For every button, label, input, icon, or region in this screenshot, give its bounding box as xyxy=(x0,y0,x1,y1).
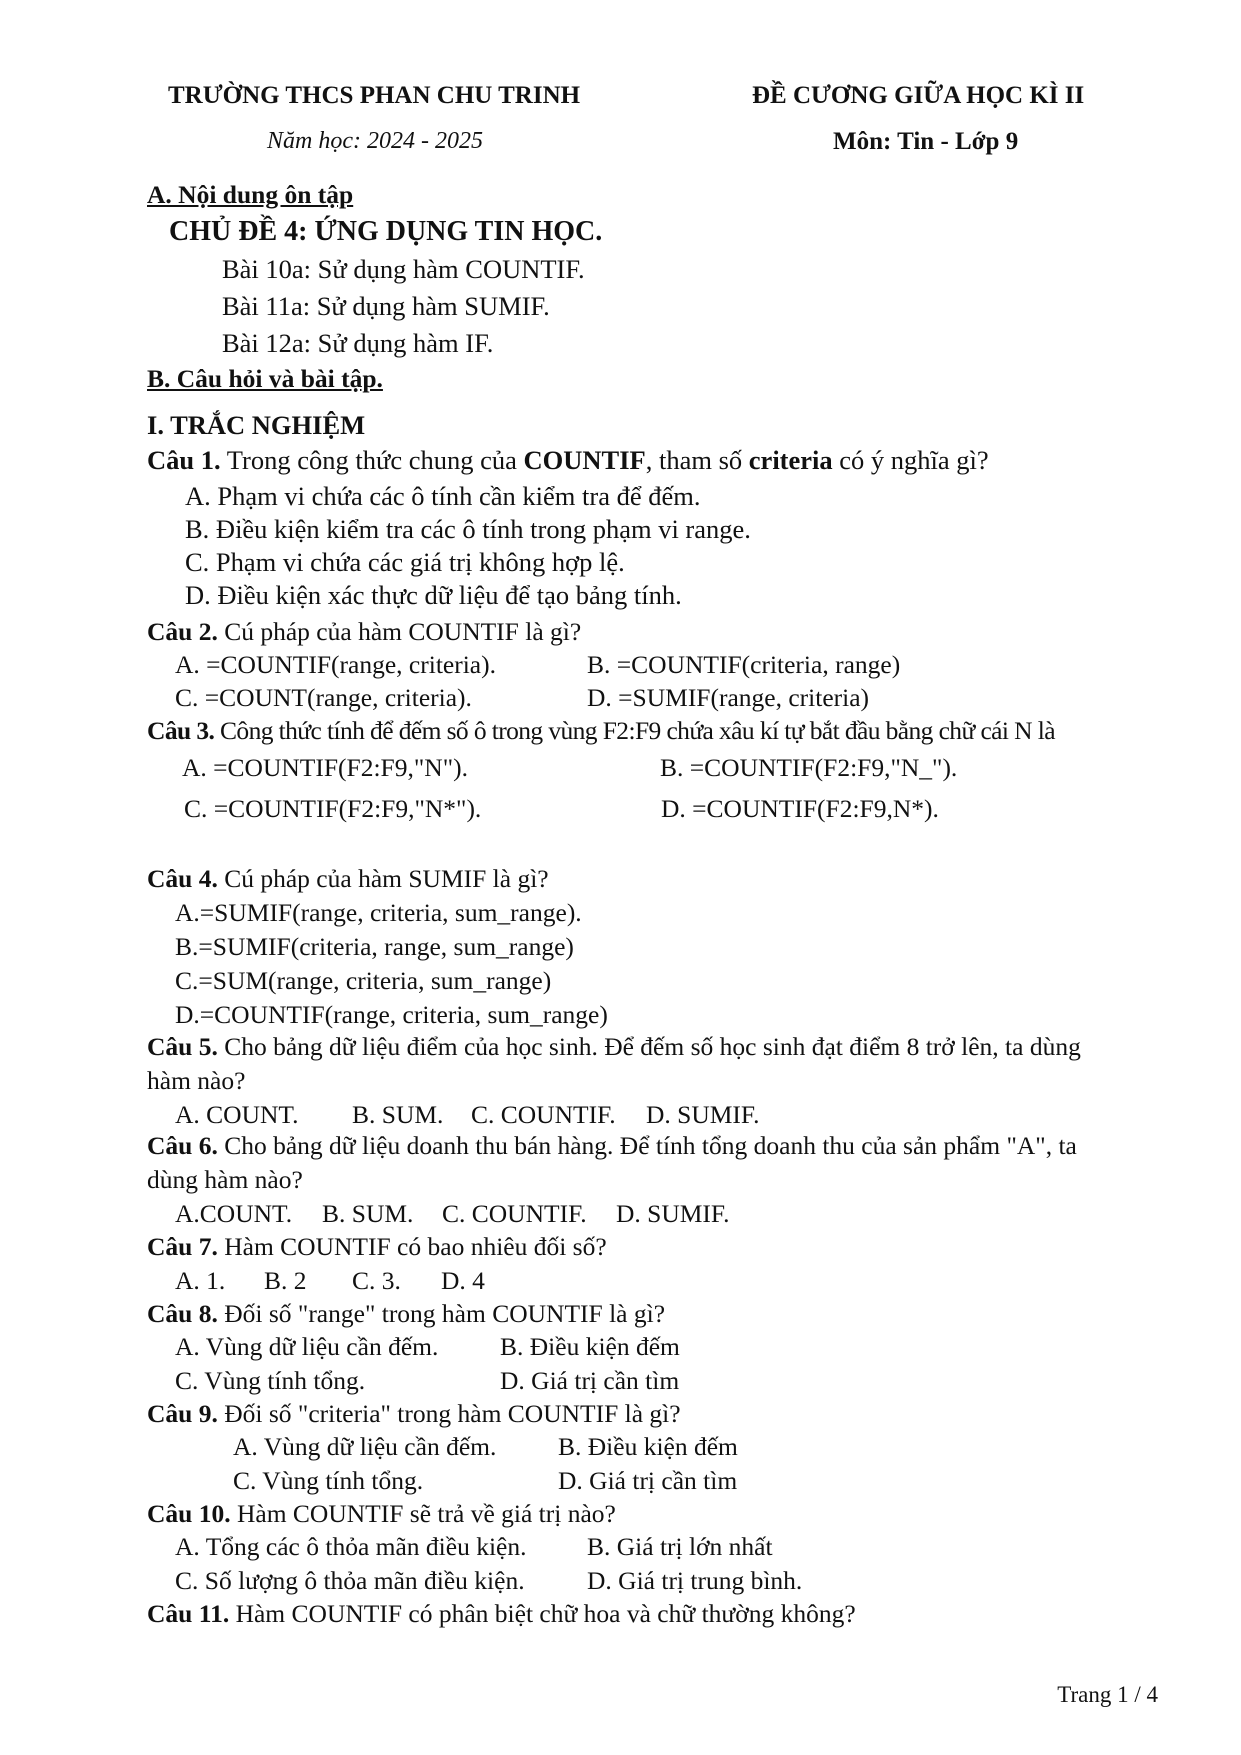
school-year: Năm học: 2024 - 2025 xyxy=(267,128,483,154)
lesson-item: Bài 11a: Sử dụng hàm SUMIF. xyxy=(222,291,550,321)
question-11 xyxy=(147,1599,856,1629)
question-text: Trong công thức chung của xyxy=(220,445,524,475)
topic-title: CHỦ ĐỀ 4: ỨNG DỤNG TIN HỌC. xyxy=(169,216,603,247)
answer-option: D. SUMIF. xyxy=(646,1100,760,1129)
answer-option: A. COUNT. xyxy=(175,1100,299,1129)
answer-option: C. Vùng tính tổng. xyxy=(233,1466,424,1495)
page-number: Trang 1 / 4 xyxy=(1057,1682,1158,1707)
answer-option: C.=SUM(range, criteria, sum_range) xyxy=(175,966,552,995)
answer-option: C. COUNTIF. xyxy=(471,1100,616,1129)
answer-option: B. Giá trị lớn nhất xyxy=(587,1532,773,1561)
question-label: Câu 4. xyxy=(147,864,218,893)
subject-grade: Môn: Tin - Lớp 9 xyxy=(833,128,1019,155)
question-text: Cho bảng dữ liệu điểm của học sinh. Để đếm số học sinh đạt điểm 8 trở lên, ta dùng xyxy=(217,1032,1081,1061)
question-text: Cho bảng dữ liệu doanh thu bán hàng. Để tính tổng doanh thu của sản phẩm "A", ta xyxy=(217,1131,1077,1160)
question-text: Cú pháp của hàm SUMIF là gì? xyxy=(217,864,549,893)
question-text-bold: COUNTIF xyxy=(523,445,646,475)
question-label: Câu 5. xyxy=(147,1032,218,1061)
section-b-heading: B. Câu hỏi và bài tập. xyxy=(147,364,383,393)
question-text: , tham số xyxy=(645,445,749,475)
answer-option: C. Phạm vi chứa các giá trị không hợp lệ. xyxy=(185,547,625,577)
question-label: Câu 10. xyxy=(147,1499,231,1528)
answer-option: B. Điều kiện kiểm tra các ô tính trong phạm vi range. xyxy=(185,514,751,544)
school-name: TRƯỜNG THCS PHAN CHU TRINH xyxy=(168,82,581,109)
answer-option: C. Số lượng ô thỏa mãn điều kiện. xyxy=(175,1566,525,1595)
question-9 xyxy=(147,1399,681,1429)
answer-option: A. 1. xyxy=(175,1266,226,1295)
answer-option: B. =COUNTIF(criteria, range) xyxy=(587,650,901,679)
question-2 xyxy=(147,617,581,647)
question-7 xyxy=(147,1232,607,1262)
lesson-item: Bài 10a: Sử dụng hàm COUNTIF. xyxy=(222,254,585,284)
document-title: ĐỀ CƯƠNG GIỮA HỌC KÌ II xyxy=(752,82,1085,109)
question-8 xyxy=(147,1299,665,1329)
question-label: Câu 6. xyxy=(147,1131,218,1160)
answer-option: D. 4 xyxy=(441,1266,485,1295)
question-label: Câu 2. xyxy=(147,617,218,646)
question-label: Câu 3. xyxy=(147,716,215,745)
answer-option: A. Tổng các ô thỏa mãn điều kiện. xyxy=(175,1532,527,1561)
answer-option: B. SUM. xyxy=(322,1199,414,1228)
answer-option: A. Phạm vi chứa các ô tính cần kiểm tra để đếm. xyxy=(185,481,701,511)
question-text: có ý nghĩa gì? xyxy=(832,445,989,475)
answer-option: B. Điều kiện đếm xyxy=(500,1332,680,1361)
answer-option: D. =COUNTIF(F2:F9,N*). xyxy=(661,794,939,823)
question-text: Hàm COUNTIF có phân biệt chữ hoa và chữ thường không? xyxy=(229,1599,856,1628)
answer-option: D. =SUMIF(range, criteria) xyxy=(587,683,870,712)
lesson-item: Bài 12a: Sử dụng hàm IF. xyxy=(222,328,494,358)
answer-option: D. SUMIF. xyxy=(616,1199,730,1228)
question-text-continued: dùng hàm nào? xyxy=(147,1165,303,1194)
question-5 xyxy=(147,1032,1081,1062)
answer-option: C. =COUNT(range, criteria). xyxy=(175,683,472,712)
question-text: Đối số "range" trong hàm COUNTIF là gì? xyxy=(217,1299,666,1328)
part-heading: I. TRẮC NGHIỆM xyxy=(147,410,366,440)
question-6 xyxy=(147,1131,1077,1161)
answer-option: A. =COUNTIF(F2:F9,"N"). xyxy=(182,753,468,782)
question-label: Câu 8. xyxy=(147,1299,218,1328)
answer-option: C. Vùng tính tổng. xyxy=(175,1366,366,1395)
answer-option: B. =COUNTIF(F2:F9,"N_"). xyxy=(660,753,958,782)
answer-option: D. Điều kiện xác thực dữ liệu để tạo bảng tính. xyxy=(185,580,682,610)
answer-option: A. Vùng dữ liệu cần đếm. xyxy=(233,1432,497,1461)
answer-option: B. SUM. xyxy=(352,1100,444,1129)
answer-option: C. =COUNTIF(F2:F9,"N*"). xyxy=(184,794,482,823)
question-label: Câu 1. xyxy=(147,445,221,475)
answer-option: B. Điều kiện đếm xyxy=(558,1432,738,1461)
question-text: Hàm COUNTIF có bao nhiêu đối số? xyxy=(217,1232,607,1261)
question-text: Cú pháp của hàm COUNTIF là gì? xyxy=(217,617,582,646)
question-4 xyxy=(147,864,549,894)
question-label: Câu 11. xyxy=(147,1599,230,1628)
question-text: Đối số "criteria" trong hàm COUNTIF là gì? xyxy=(217,1399,681,1428)
answer-option: C. 3. xyxy=(352,1266,401,1295)
answer-option: A. Vùng dữ liệu cần đếm. xyxy=(175,1332,439,1361)
answer-option: A. =COUNTIF(range, criteria). xyxy=(175,650,496,679)
answer-option: A.COUNT. xyxy=(175,1199,293,1228)
answer-option: D. Giá trị cần tìm xyxy=(558,1466,738,1495)
answer-option: A.=SUMIF(range, criteria, sum_range). xyxy=(175,898,582,927)
question-text-continued: hàm nào? xyxy=(147,1066,246,1095)
question-3 xyxy=(147,716,1055,746)
answer-option: D. Giá trị trung bình. xyxy=(587,1566,803,1595)
answer-option: C. COUNTIF. xyxy=(442,1199,587,1228)
question-label: Câu 7. xyxy=(147,1232,218,1261)
question-1 xyxy=(147,445,989,476)
answer-option: D.=COUNTIF(range, criteria, sum_range) xyxy=(175,1000,608,1029)
question-text: Công thức tính để đếm số ô trong vùng F2:F9 chứa xâu kí tự bắt đầu bằng chữ cái N là xyxy=(214,716,1055,745)
section-a-heading: A. Nội dung ôn tập xyxy=(147,180,354,209)
question-label: Câu 9. xyxy=(147,1399,218,1428)
answer-option: B.=SUMIF(criteria, range, sum_range) xyxy=(175,932,574,961)
question-text: Hàm COUNTIF sẽ trả về giá trị nào? xyxy=(230,1499,616,1528)
answer-option: B. 2 xyxy=(264,1266,307,1295)
question-10 xyxy=(147,1499,616,1529)
answer-option: D. Giá trị cần tìm xyxy=(500,1366,680,1395)
question-text-bold: criteria xyxy=(748,445,833,475)
